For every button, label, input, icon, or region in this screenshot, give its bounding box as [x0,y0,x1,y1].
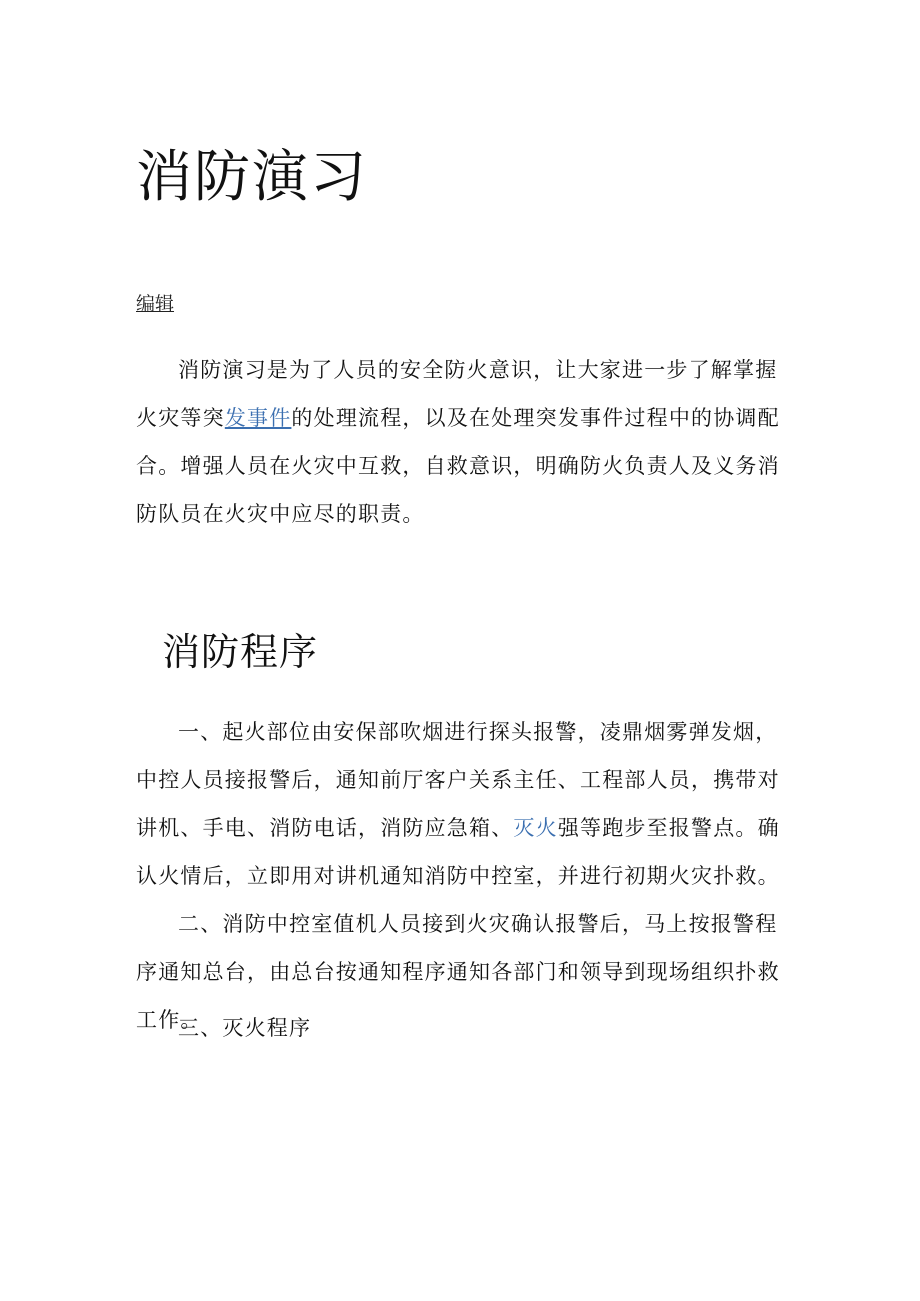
intro-text-after-link: 的处理流程，以及在处理突发事件过程中的协调配合。增强人员在火灾中互救，自救意识，明确防火负责人及义务消防队员在火灾中应尽的职责。 [136,406,780,526]
step-one-text-before-link: 一、起火部位由安保部吹烟进行探头报警，凌鼎烟雾弹发烟，中控人员接报警后，通知前厅客户关系主任、工程部人员，携带对讲机、手电、消防电话，消防应急箱、 [136,720,780,840]
section-heading: 消防程序 [162,630,319,674]
fire-extinguish-link[interactable]: 灭火 [513,816,558,840]
step-one-text-after-link: 强等跑步至报警点。确认火情后，立即用对讲机通知消防中控室，并进行初期火灾扑救。 [136,816,780,888]
step-one-paragraph [136,708,796,900]
page-title: 消防演习 [136,145,368,210]
intro-text-before-link: 消防演习是为了人员的安全防火意识，让大家进一步了解掌握火灾等突 [136,358,778,430]
intro-paragraph [136,346,796,538]
step-two-paragraph: 二、消防中控室值机人员接到火灾确认报警后，马上按报警程序通知总台，由总台按通知程序通知各部门和领导到现场组织扑救工作。 [136,912,780,1032]
step-three-paragraph: 三、灭火程序 [178,1016,312,1040]
edit-link[interactable]: 编辑 [136,293,175,315]
sudden-event-link[interactable]: 发事件 [224,406,292,430]
